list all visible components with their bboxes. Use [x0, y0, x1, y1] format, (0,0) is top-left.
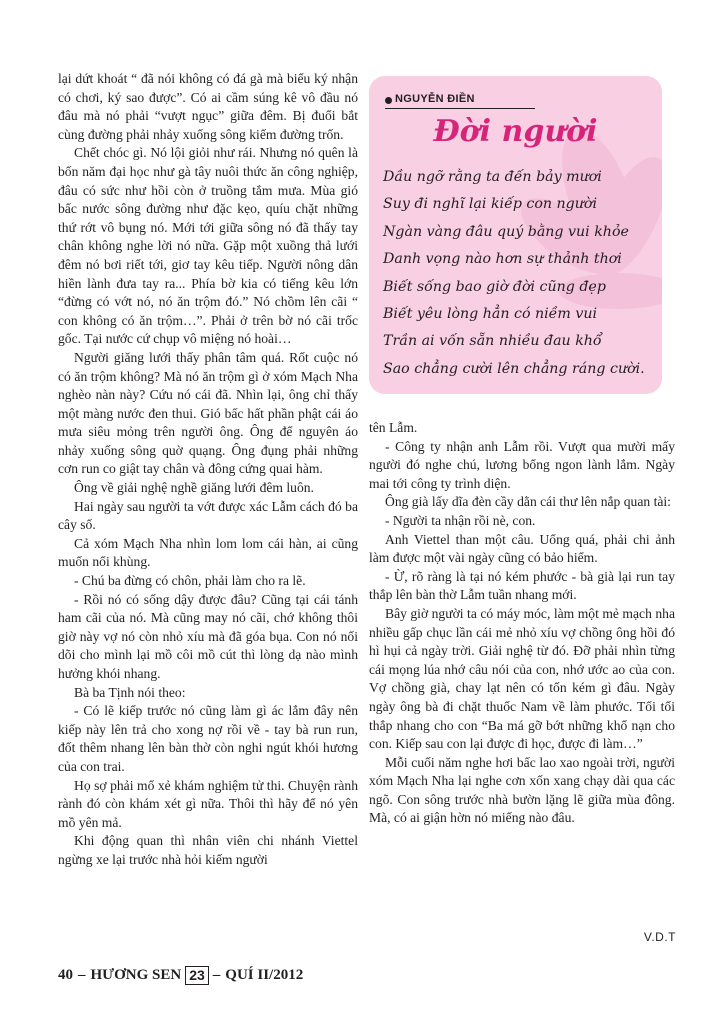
- page-number: 40: [58, 966, 73, 983]
- article-paragraph: Ông về giải nghệ nghề giăng lưới đêm luôn.: [74, 480, 314, 496]
- poem-title: Đời người: [433, 114, 598, 149]
- poem-line: Danh vọng nào hơn sự thảnh thơi: [383, 251, 622, 268]
- article-paragraph: Hai ngày sau người ta vớt được xác Lẫm cách đó ba cây số.: [58, 498, 358, 533]
- article-paragraph: Bây giờ người ta có máy móc, làm một mẻ mạch nha nhiều gấp chục lần cái mẻ nhỏ xíu vợ chồng ông hồi đó hì hụi cả ngày trời. Giải nghệ từ đó. Đỡ phải nhìn từng cái mọng lúa nhớ câu nói của con, nhớ ước ao của con. Vợ chồng già, chay lạt nên có tốn kém gì đâu. Ngày ngày ông bà đi chặt thuốc Nam về làm phước. Tối tối thắp nhang cho con “Ba má gỡ bớt những khổ nạn cho con. Kiếp sau con lại được đi học, được đi làm…”: [369, 605, 675, 752]
- footer-dash: –: [212, 966, 221, 983]
- poem-line: Ngàn vàng đâu quý bằng vui khỏe: [383, 223, 629, 240]
- poem-line: Dầu ngỡ rằng ta đến bảy mươi: [383, 169, 602, 185]
- article-paragraph: lại dứt khoát “ đã nói không có đá gà mà biểu ký nhận có chơi, ký sao được”. Có ai cầm súng kê vô đầu nó đâu mà nó phải “vượt ngục” giữa đêm. Bị đuổi bắt cùng đường phải nhảy xuống sông kiếm đường trốn.: [58, 71, 358, 142]
- poem-author-row: [385, 94, 535, 109]
- article-paragraph: Mỗi cuối năm nghe hơi bấc lao xao ngoài trời, người xóm Mạch Nha lại nghe cơn xốn xang chạy dài qua các ngõ. Con sông trước nhà bườn lặng lẽ giữa mùa đông. Mà, có ai giận hờn nó miếng nào đâu.: [369, 754, 675, 826]
- page-footer: [58, 964, 303, 986]
- article-paragraph: Anh Viettel than một câu. Uổng quá, phải chi ảnh làm được một vài ngày cũng có bảo hiểm.: [369, 531, 675, 566]
- poem-box: [369, 76, 662, 394]
- poem-author: NGUYỄN ĐIỀN: [395, 93, 475, 105]
- author-signature: V.D.T: [643, 930, 676, 944]
- magazine-name: HƯƠNG SEN: [90, 966, 182, 983]
- article-paragraph: Chết chóc gì. Nó lội giỏi như rái. Nhưng nó quên là bốn năm đại học như gà tây nuôi thức ăn công nghiệp, đâu có sức như hồi còn ở truồng tắm mưa. Mùa gió bấc nước sông đường như đặc kẹo, quíu chặt những thứ rớt vô bụng nó. Mới tới giữa sông nó đã thấy tay chân không nghe lời nó nữa. Gặp một xuồng thả lưới đêm nó bơi riết tới, giơ tay kêu tiếp. Người nông dân hiền lành đưa tay ra... Phía bờ kia có tiếng kêu lớn “đừng có vớt nó, nó ăn trộm đó.” Nó chồm lên cãi “ con không có ăn trộm…”. Phải ở trên bờ nó cãi trốc gốc. Tại nước cứ chụp vô miệng nó hoài…: [58, 145, 358, 347]
- article-paragraph: Người giăng lưới thấy phân tâm quá. Rốt cuộc nó có ăn trộm không? Mà nó ăn trộm gì ở xóm Mạch Nha nghèo nàn này? Cứu nó cái đã. Nhìn lại, ông chỉ thấy một màng nước đen thui. Gió bấc hất phần phật cái áo mưa siêu mỏng trên người ông. Ông để nguyên áo nhảy xuống sông quờ quạng. Ông đụng phải những cơn run co giật tay chân và đông cứng quai hàm.: [58, 349, 358, 477]
- article-right-column: [369, 419, 675, 828]
- poem-line: Trần ai vốn sẵn nhiều đau khổ: [383, 333, 602, 350]
- issue-period: QUÍ II/2012: [225, 966, 304, 983]
- article-paragraph: - Chú ba đừng có chôn, phải làm cho ra lẽ.: [74, 573, 306, 589]
- article-paragraph: tên Lẫm.: [369, 420, 418, 435]
- poem-line: Suy đi nghĩ lại kiếp con người: [383, 196, 597, 213]
- article-paragraph: - Rồi nó có sống dậy được đâu? Cũng tại cái tánh ham cãi của nó. Mà cũng may nó cãi, chớ không thôi giờ này vợ nó còn nhỏ xíu mà đã góa bụa. Con nó nối dõi cho mình lại mồ côi mồ cút thì lòng dạ nào mình hưởng khói nhang.: [58, 591, 358, 681]
- article-paragraph: Ông già lấy dĩa đèn cầy dằn cái thư lên nắp quan tài:: [385, 494, 671, 510]
- poem-line: Sao chẳng cười lên chẳng ráng cười.: [383, 360, 645, 377]
- article-paragraph: Họ sợ phải mổ xẻ khám nghiệm tử thi. Chuyện rành rành đó còn khám xét gì nữa. Thôi thì hãy để nó yên mồ yên mả.: [58, 777, 358, 830]
- article-paragraph: - Ừ, rõ ràng là tại nó kém phước - bà già lại run tay thắp lên bàn thờ Lẫm tuần nhang mới.: [369, 568, 675, 603]
- article-paragraph: Bà ba Tịnh nói theo:: [74, 684, 186, 700]
- article-left-column: [58, 70, 358, 870]
- bullet-icon: [385, 97, 392, 104]
- article-paragraph: - Có lẽ kiếp trước nó cũng làm gì ác lắm đây nên kiếp này lên trả cho xong nợ rồi về - tay bà run run, đốt thêm nhang lên bàn thờ còn nghi ngút khói hương của con trai.: [58, 703, 358, 774]
- issue-number: 23: [185, 966, 209, 985]
- article-paragraph: - Công ty nhận anh Lẫm rồi. Vượt qua mười mấy người đó nghe chú, lương bổng ngon lành lắm. Ngày mai tới công ty trình diện.: [369, 438, 675, 491]
- poem-line: Biết yêu lòng hẳn có niềm vui: [383, 306, 598, 323]
- article-paragraph: Cả xóm Mạch Nha nhìn lom lom cái hàn, ai cũng muốn nổi khùng.: [58, 535, 358, 570]
- article-paragraph: - Người ta nhận rồi nè, con.: [385, 512, 536, 528]
- article-paragraph: Khi động quan thì nhân viên chi nhánh Viettel ngừng xe lại trước nhà hỏi kiếm người: [58, 833, 358, 867]
- poem-line: Biết sống bao giờ đời cũng đẹp: [383, 278, 606, 295]
- footer-dash: –: [78, 966, 86, 983]
- poem-lines: [383, 164, 658, 383]
